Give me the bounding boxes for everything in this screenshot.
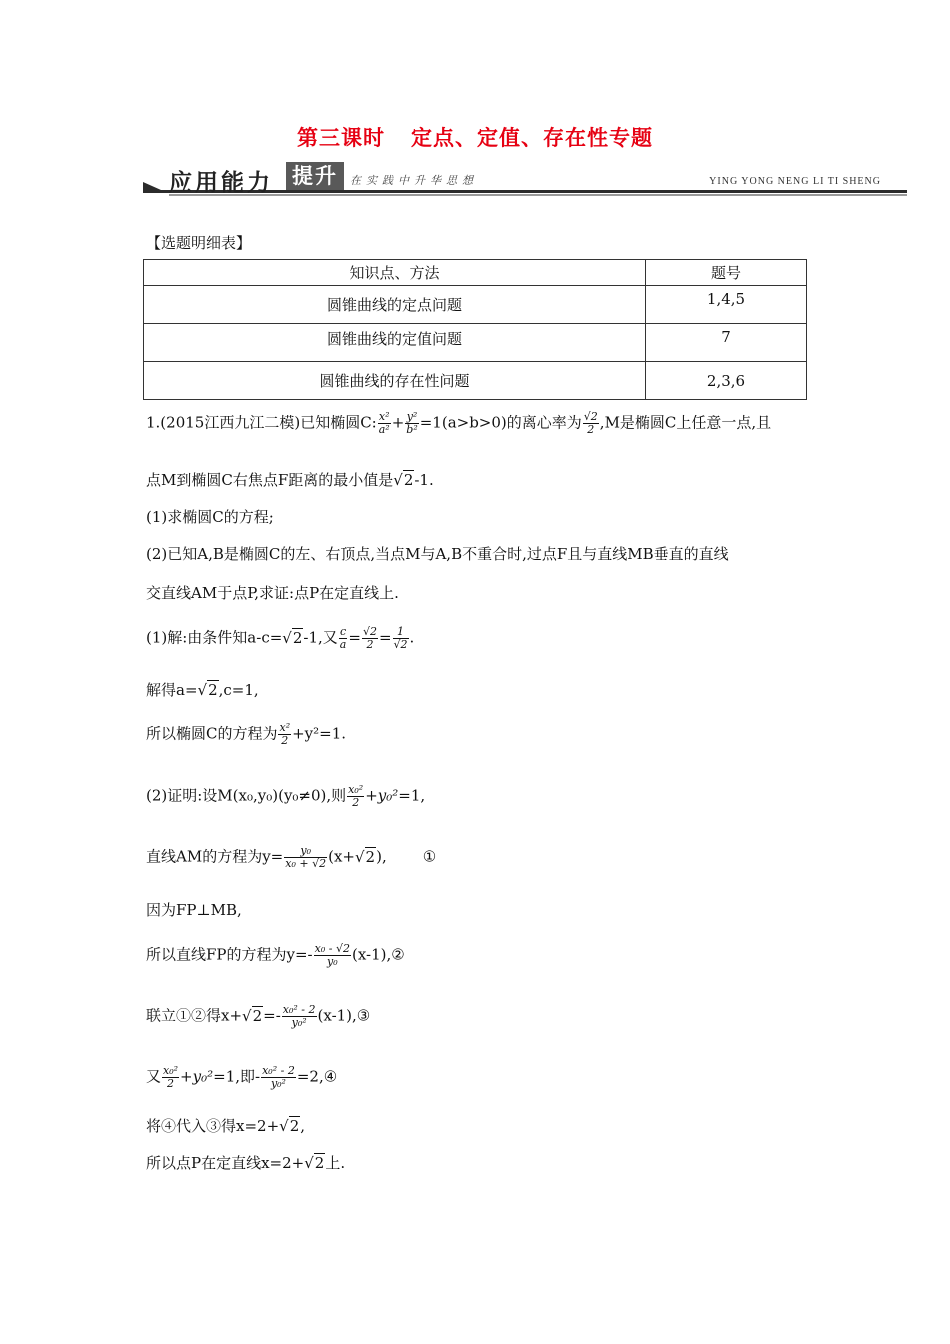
text: + xyxy=(365,786,378,805)
numerator: x₀ - √2 xyxy=(314,942,350,955)
fraction xyxy=(405,411,418,436)
fraction xyxy=(393,626,409,651)
text: -1. xyxy=(414,471,434,489)
denominator: y₀² xyxy=(291,1016,307,1029)
radicand: 2 xyxy=(208,681,218,699)
denominator: b² xyxy=(406,423,418,436)
problem-statement-line xyxy=(146,470,434,490)
text: =2,④ xyxy=(296,1067,338,1086)
solution-line xyxy=(146,680,259,700)
banner-triangle xyxy=(143,182,161,190)
solution-line xyxy=(146,722,346,747)
text: 上. xyxy=(325,1154,346,1172)
fraction xyxy=(162,1065,179,1090)
denominator: 2 xyxy=(366,638,374,651)
text: y₀² xyxy=(192,1067,214,1086)
denominator: a² xyxy=(378,423,390,436)
table-cell: 圆锥曲线的定点问题 xyxy=(144,286,646,324)
solution-line xyxy=(146,1116,305,1136)
text: ), xyxy=(376,847,387,866)
numerator: y² xyxy=(406,410,418,423)
title-topic: 定点、定值、存在性专题 xyxy=(411,126,653,150)
text: 所以点P在定直线x=2+ xyxy=(146,1154,305,1172)
denominator: a xyxy=(339,638,347,651)
table-header: 知识点、方法 xyxy=(144,260,646,286)
table-cell: 7 xyxy=(646,324,807,362)
table-header: 题号 xyxy=(646,260,807,286)
numerator: x₀² xyxy=(348,783,364,796)
numerator: √2 xyxy=(583,410,598,423)
text: (1)解:由条件知a-c= xyxy=(146,628,283,647)
page-title xyxy=(0,122,950,152)
text: =- xyxy=(263,1006,281,1025)
table-header-row xyxy=(144,260,807,286)
text: , xyxy=(300,1117,306,1135)
text: ,c=1, xyxy=(218,681,259,699)
fraction xyxy=(284,845,327,870)
denominator: x₀ + √2 xyxy=(285,857,327,870)
numerator: x₀² - 2 xyxy=(262,1064,295,1077)
text: (x-1),③ xyxy=(317,1006,371,1025)
solution-line xyxy=(146,1153,345,1173)
banner-heading: 应用能力 xyxy=(169,170,273,196)
solution-line xyxy=(146,1065,337,1090)
radicand: 2 xyxy=(365,847,376,866)
section-label: 【选题明细表】 xyxy=(146,234,252,252)
denominator: 2 xyxy=(587,423,595,436)
text: 直线AM的方程为y= xyxy=(146,847,284,866)
text: 所以椭圆C的方程为 xyxy=(146,724,278,743)
banner-pinyin: YING YONG NENG LI TI SHENG xyxy=(709,176,881,187)
sqrt: √2 xyxy=(304,1154,325,1172)
text: ,M是椭圆C上任意一点,且 xyxy=(599,413,772,432)
table-row xyxy=(144,324,807,362)
denominator: 2 xyxy=(352,796,360,809)
numerator: x₀² xyxy=(163,1064,179,1077)
numerator: y₀ xyxy=(284,845,327,858)
denominator: y₀² xyxy=(270,1077,286,1090)
numerator: x² xyxy=(378,410,390,423)
fraction xyxy=(378,411,391,436)
fraction xyxy=(339,626,348,651)
solution-line xyxy=(146,1004,370,1029)
numerator: √2 xyxy=(362,625,377,638)
text: (x-1),② xyxy=(351,945,405,964)
banner-highlight: 提升 xyxy=(286,162,344,190)
sqrt: √2 xyxy=(197,681,218,699)
text: 所以直线FP的方程为y=- xyxy=(146,945,313,964)
numerator: 1 xyxy=(393,626,409,639)
table-cell: 圆锥曲线的存在性问题 xyxy=(144,362,646,400)
fraction xyxy=(583,411,599,436)
fraction xyxy=(362,626,378,651)
text: 解得a= xyxy=(146,681,198,699)
radicand: 2 xyxy=(314,1154,325,1172)
fraction xyxy=(282,1004,317,1029)
radicand: 2 xyxy=(292,628,303,647)
fraction xyxy=(347,784,364,809)
text: -1,又 xyxy=(303,628,338,647)
solution-line xyxy=(146,943,405,968)
table-cell: 圆锥曲线的定值问题 xyxy=(144,324,646,362)
text: 又 xyxy=(146,1067,162,1086)
numerator: x² xyxy=(279,721,291,734)
problem-part-2: (2)已知A,B是椭圆C的左、右顶点,当点M与A,B不重合时,过点F且与直线MB垂直的直线 xyxy=(146,545,729,563)
text: +y²=1. xyxy=(292,724,347,743)
table-cell: 2,3,6 xyxy=(646,362,807,400)
text: =1(a>b>0)的离心率为 xyxy=(419,413,582,432)
text: =1,即- xyxy=(213,1067,261,1086)
radicand: 2 xyxy=(403,471,414,489)
denominator: 2 xyxy=(167,1077,175,1090)
text: y₀² xyxy=(377,786,399,805)
solution-line: (1)解:由条件知a-c=√2-1,又 $\frac{c}{a}$ = $\frac{√2}{2}$ = $\frac{1}{√2}$ . xyxy=(146,625,415,651)
banner-rule-thin xyxy=(169,194,907,196)
text: 点M到椭圆C右焦点F距离的最小值是 xyxy=(146,471,394,489)
text: 联立①②得x+ xyxy=(146,1006,243,1025)
problem-part-1: (1)求椭圆C的方程; xyxy=(146,508,274,526)
problem-part-2-cont: 交直线AM于点P,求证:点P在定直线上. xyxy=(146,584,399,602)
fraction xyxy=(278,722,291,747)
text: (x+ xyxy=(328,847,355,866)
sqrt: √2 xyxy=(279,1117,300,1135)
text: + xyxy=(180,1067,193,1086)
radicand: 2 xyxy=(252,1006,263,1025)
sqrt: √2 xyxy=(282,628,303,647)
text: 将④代入③得x=2+ xyxy=(146,1117,280,1135)
text: =1, xyxy=(398,786,426,805)
solution-line: 因为FP⊥MB, xyxy=(146,901,242,919)
equation-marker: ① xyxy=(422,847,437,866)
problem-statement-line xyxy=(146,411,771,436)
radicand: 2 xyxy=(289,1117,300,1135)
text: = xyxy=(378,628,392,647)
numerator: c xyxy=(339,625,347,638)
denominator: √2 xyxy=(393,638,408,651)
topic-table xyxy=(143,259,807,400)
sqrt: √2 xyxy=(354,847,376,866)
table-row xyxy=(144,362,807,400)
sqrt: √2 xyxy=(242,1006,263,1025)
sqrt: √2 xyxy=(393,471,414,489)
text: = xyxy=(348,628,361,647)
fraction xyxy=(261,1065,296,1090)
table-cell: 1,4,5 xyxy=(646,286,807,324)
banner-slogan: 在实践中升华思想 xyxy=(350,174,478,187)
text: + xyxy=(391,413,405,432)
solution-line xyxy=(146,784,425,809)
table-row xyxy=(144,286,807,324)
text: (2)证明:设M(x₀,y₀)(y₀≠0),则 xyxy=(146,786,347,805)
fraction xyxy=(314,943,351,968)
text: 1.(2015江西九江二模)已知椭圆C: xyxy=(146,413,377,432)
title-lesson: 第三课时 xyxy=(297,126,385,150)
section-banner xyxy=(143,160,907,200)
numerator: x₀² - 2 xyxy=(282,1003,316,1016)
solution-line xyxy=(146,845,436,870)
denominator: y₀ xyxy=(326,955,338,968)
denominator: 2 xyxy=(281,734,289,747)
